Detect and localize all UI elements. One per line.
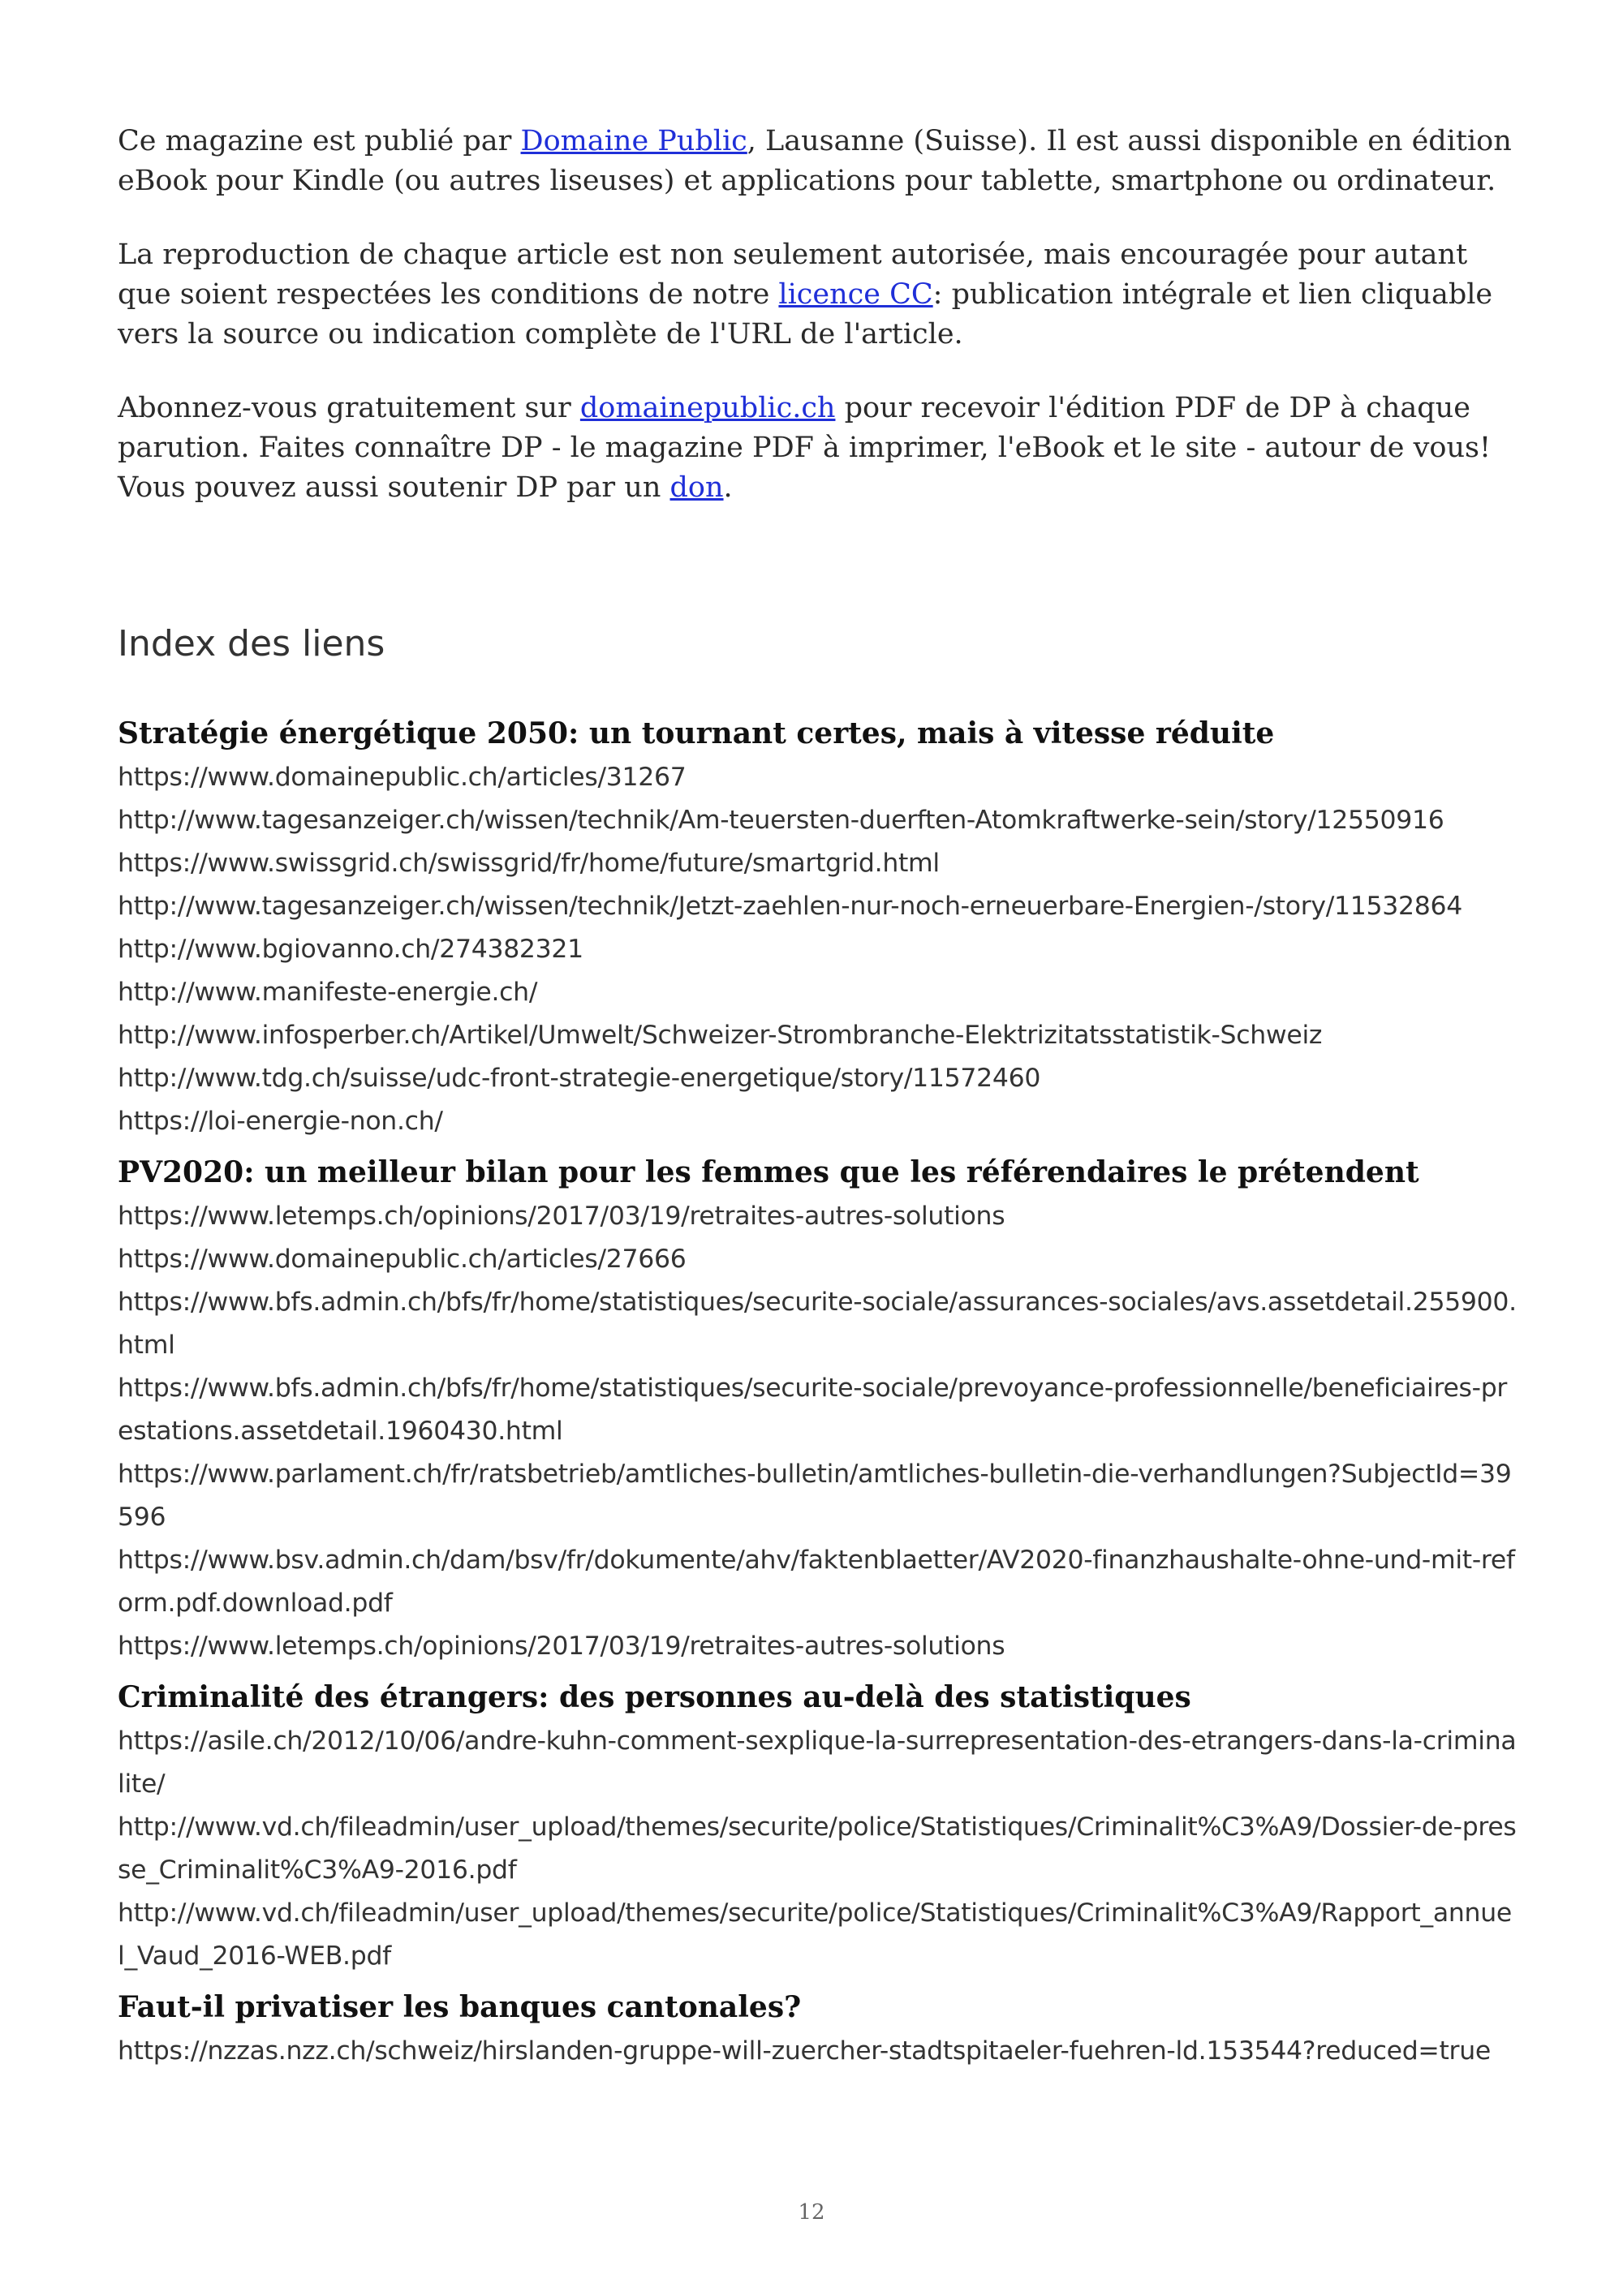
index-link-url[interactable]: http://www.bgiovanno.ch/274382321: [118, 935, 583, 964]
index-link-url[interactable]: https://www.parlament.ch/fr/ratsbetrieb/amtliches-bulletin/amtliches-bulletin-die-verhandlungen?SubjectId=39596: [118, 1460, 1512, 1532]
section-title: Criminalité des étrangers: des personnes au-delà des statistiques: [118, 1680, 1191, 1714]
section-link-list: [118, 2030, 1518, 2073]
index-link-url[interactable]: https://www.bsv.admin.ch/dam/bsv/fr/dokumente/ahv/faktenblaetter/AV2020-finanzhaushalte-ohne-und-mit-reform.pdf.download.pdf: [118, 1546, 1515, 1618]
index-link-url[interactable]: https://www.domainepublic.ch/articles/31267: [118, 763, 687, 792]
page-number: 12: [798, 2200, 825, 2225]
index-link-url[interactable]: http://www.infosperber.ch/Artikel/Umwelt/Schweizer-Strombranche-Elektrizitatsstatistik-Schweiz: [118, 1021, 1323, 1050]
index-section: [118, 715, 1518, 1143]
index-link-url[interactable]: https://loi-energie-non.ch/: [118, 1107, 443, 1136]
index-link-url[interactable]: https://www.letemps.ch/opinions/2017/03/19/retraites-autres-solutions: [118, 1632, 1005, 1661]
intro-paragraph-publisher: Ce magazine est publié par Domaine Public, Lausanne (Suisse). Il est aussi disponible en édition eBook pour Kindle (ou autres liseuses) et applications pour tablette, smartphone ou ordinateur.: [118, 125, 1512, 197]
index-link-url[interactable]: http://www.vd.ch/fileadmin/user_upload/themes/securite/police/Statistiques/Criminalit%C3%A9/Dossier-de-presse_Criminalit%C3%A9-2016.pdf: [118, 1812, 1517, 1885]
index-link-url[interactable]: http://www.tagesanzeiger.ch/wissen/technik/Am-teuersten-duerften-Atomkraftwerke-sein/story/12550916: [118, 806, 1444, 835]
section-link-list: [118, 1195, 1518, 1668]
section-title: Stratégie énergétique 2050: un tournant certes, mais à vitesse réduite: [118, 716, 1275, 750]
domaine-public-link[interactable]: Domaine Public: [520, 125, 747, 157]
index-section: [118, 1154, 1518, 1668]
intro-paragraph-subscribe: Abonnez-vous gratuitement sur domainepublic.ch pour recevoir l'édition PDF de DP à chaque parution. Faites connaître DP - le magazine PDF à imprimer, l'eBook et le site - autour de vous! Vous pouvez aussi soutenir DP par un don.: [118, 392, 1492, 504]
index-link-url[interactable]: http://www.tdg.ch/suisse/udc-front-strategie-energetique/story/11572460: [118, 1064, 1041, 1093]
index-link-url[interactable]: https://www.bfs.admin.ch/bfs/fr/home/statistiques/securite-sociale/prevoyance-professionnelle/beneficiaires-prestations.assetdetail.1960430.html: [118, 1374, 1508, 1446]
section-title: Faut-il privatiser les banques cantonales?: [118, 1990, 802, 2024]
index-section: [118, 1679, 1518, 1978]
section-link-list: [118, 1720, 1518, 1978]
index-section: [118, 1989, 1518, 2073]
index-link-url[interactable]: http://www.vd.ch/fileadmin/user_upload/themes/securite/police/Statistiques/Criminalit%C3%A9/Rapport_annuel_Vaud_2016-WEB.pdf: [118, 1898, 1512, 1971]
index-link-url[interactable]: http://www.tagesanzeiger.ch/wissen/technik/Jetzt-zaehlen-nur-noch-erneuerbare-Energien-/story/11532864: [118, 892, 1462, 921]
domainepublic-site-link[interactable]: domainepublic.ch: [579, 392, 836, 424]
links-index: [118, 715, 1518, 2073]
section-link-list: [118, 756, 1518, 1143]
index-link-url[interactable]: https://nzzas.nzz.ch/schweiz/hirslanden-gruppe-will-zuercher-stadtspitaeler-fuehren-ld.153544?reduced=true: [118, 2036, 1491, 2066]
links-index-title: Index des liens: [118, 623, 385, 664]
index-link-url[interactable]: https://www.bfs.admin.ch/bfs/fr/home/statistiques/securite-sociale/assurances-sociales/avs.assetdetail.255900.html: [118, 1288, 1517, 1360]
donation-link[interactable]: don: [669, 471, 724, 504]
licence-cc-link[interactable]: licence CC: [778, 278, 933, 311]
index-link-url[interactable]: https://www.swissgrid.ch/swissgrid/fr/home/future/smartgrid.html: [118, 849, 940, 878]
section-title: PV2020: un meilleur bilan pour les femmes que les référendaires le prétendent: [118, 1155, 1419, 1189]
index-link-url[interactable]: https://www.letemps.ch/opinions/2017/03/19/retraites-autres-solutions: [118, 1202, 1005, 1231]
intro-paragraph-reproduction: La reproduction de chaque article est non seulement autorisée, mais encouragée pour autant que soient respectées les conditions de notre licence CC: publication intégrale et lien cliquable vers la source ou indication complète de l'URL de l'article.: [118, 239, 1493, 350]
index-link-url[interactable]: https://asile.ch/2012/10/06/andre-kuhn-comment-sexplique-la-surrepresentation-des-etrangers-dans-la-criminalite/: [118, 1726, 1517, 1799]
index-link-url[interactable]: http://www.manifeste-energie.ch/: [118, 978, 538, 1007]
index-link-url[interactable]: https://www.domainepublic.ch/articles/27666: [118, 1245, 687, 1274]
document-page: [118, 122, 1518, 2083]
